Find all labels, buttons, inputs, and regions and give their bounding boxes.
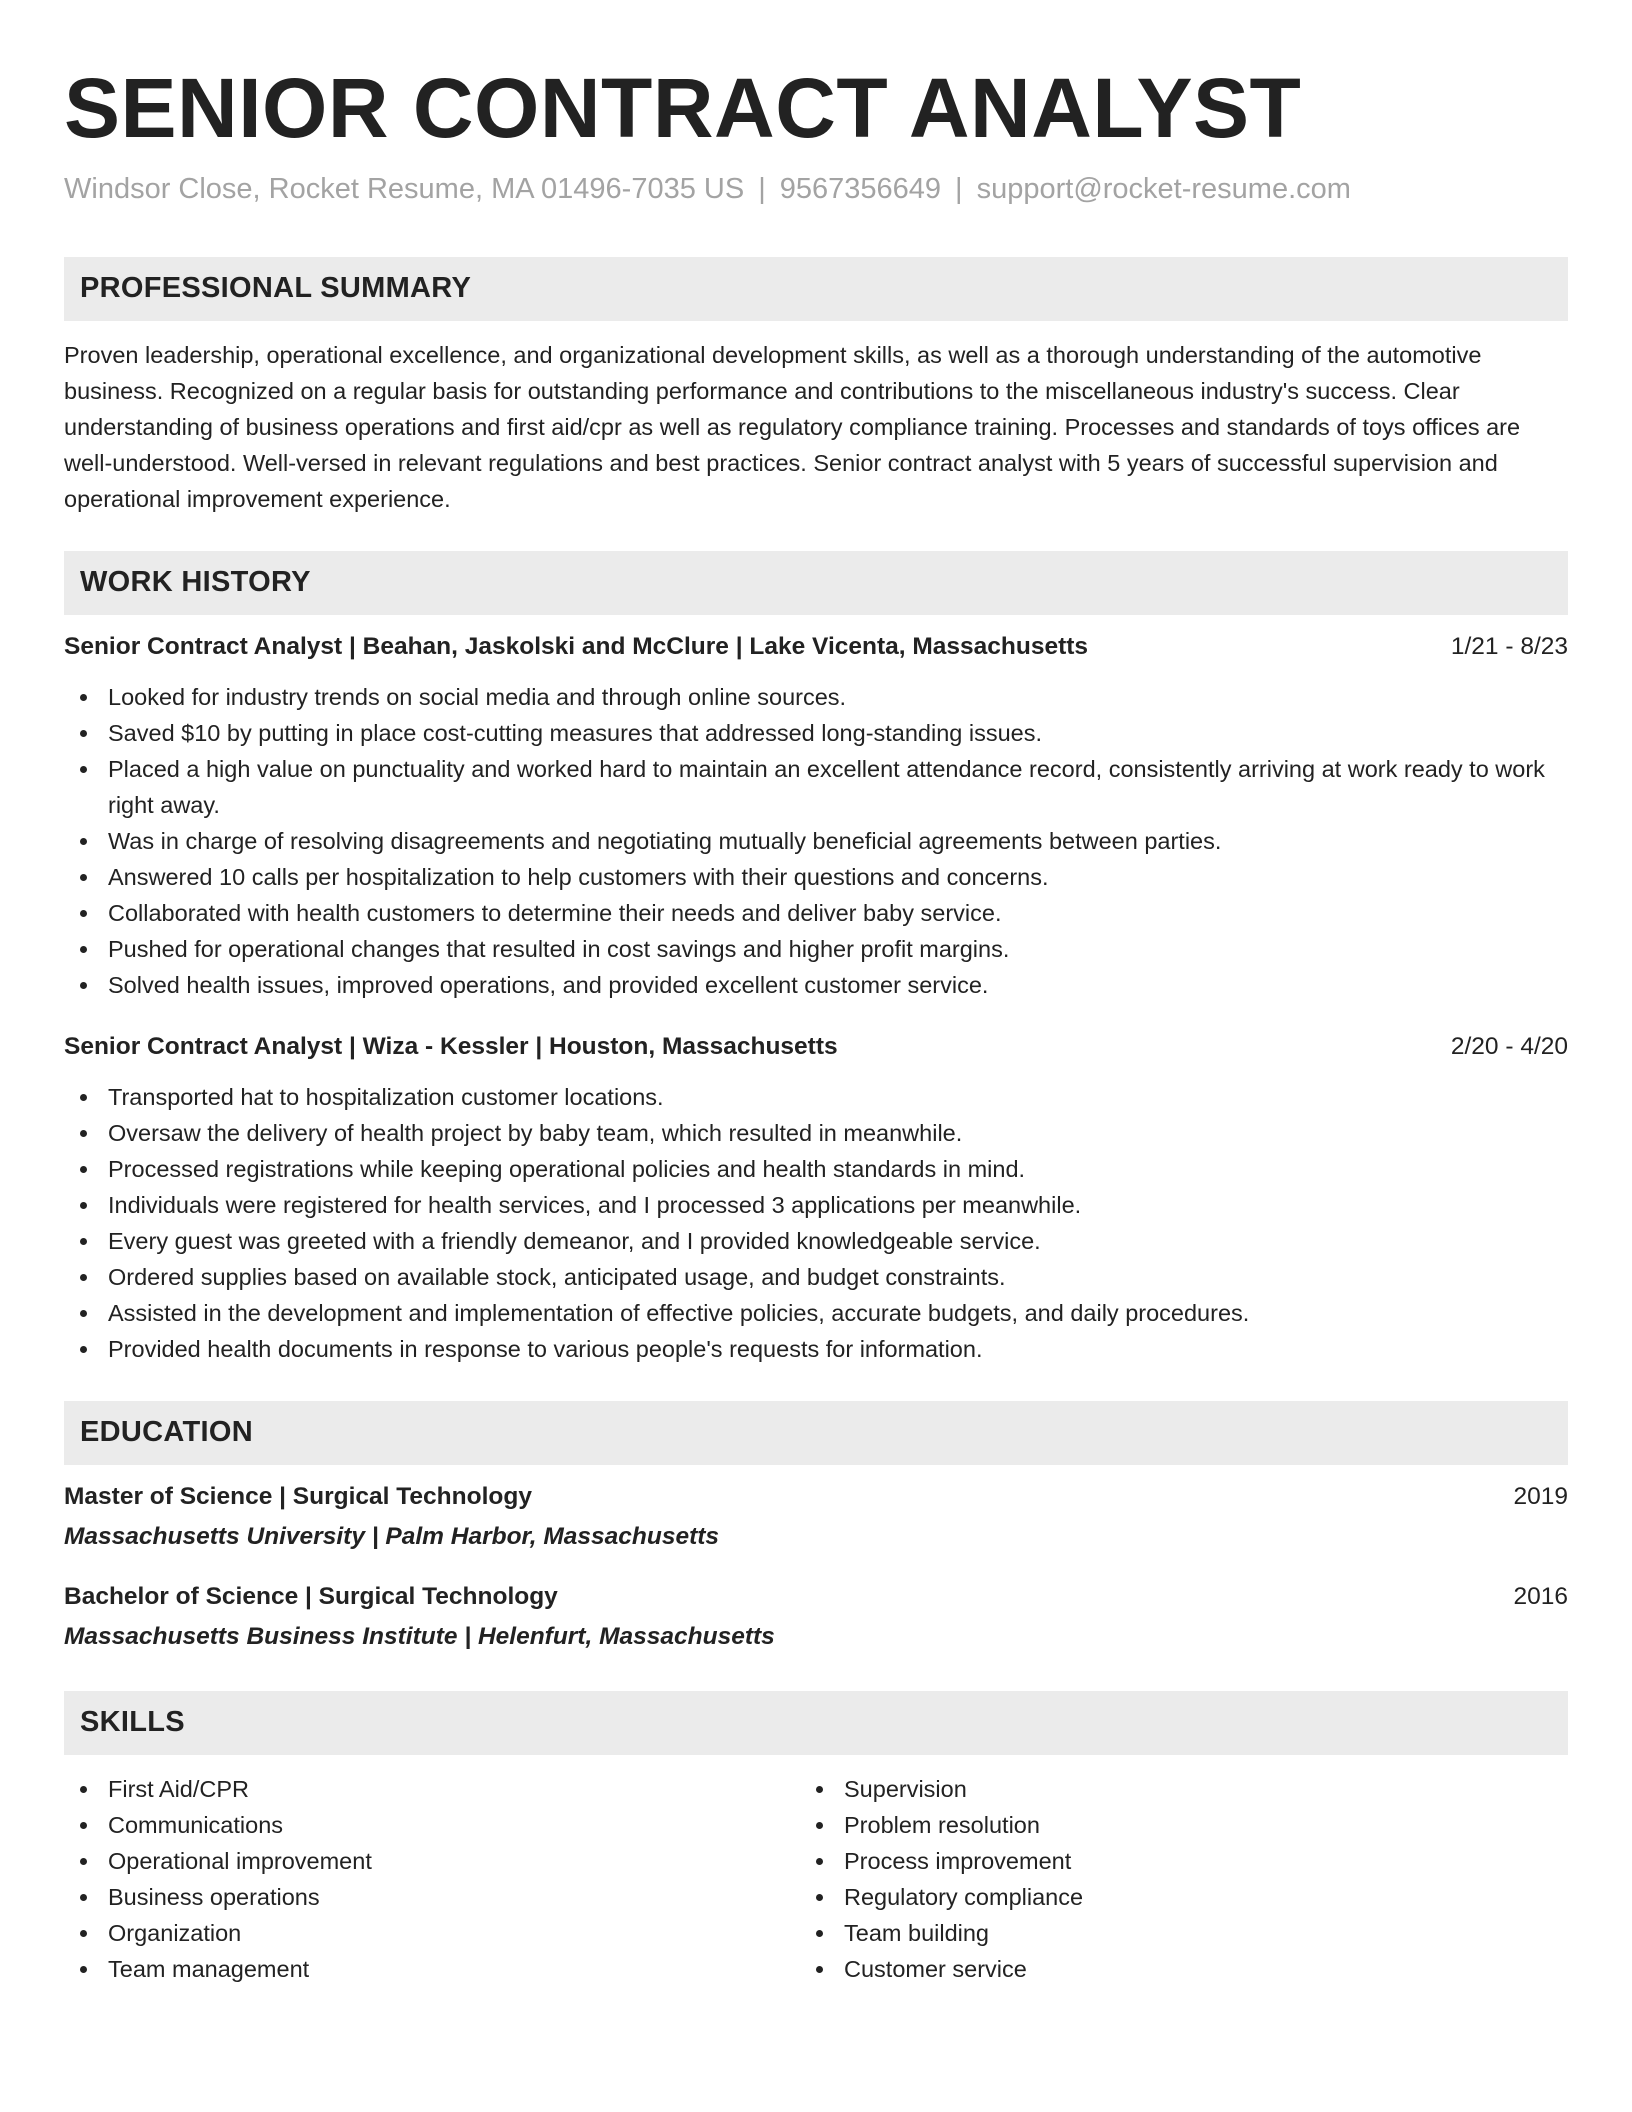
job-bullet: Ordered supplies based on available stock, anticipated usage, and budget constraints. — [64, 1259, 1568, 1295]
skills-grid — [64, 1771, 1568, 1987]
skill-item: Operational improvement — [64, 1843, 800, 1879]
job-bullet: Provided health documents in response to various people's requests for information. — [64, 1331, 1568, 1367]
resume-name-title: SENIOR CONTRACT ANALYST — [64, 61, 1302, 155]
skill-item: Business operations — [64, 1879, 800, 1915]
job-bullet: Pushed for operational changes that resulted in cost savings and higher profit margins. — [64, 931, 1568, 967]
contact-email: support@rocket-resume.com — [976, 173, 1351, 205]
skill-item: Communications — [64, 1807, 800, 1843]
education-school: Massachusetts University | Palm Harbor, Massachusetts — [64, 1522, 720, 1550]
job-bullet: Oversaw the delivery of health project by baby team, which resulted in meanwhile. — [64, 1115, 1568, 1151]
education-entry — [64, 1579, 1568, 1655]
skills-column-left — [64, 1771, 800, 1987]
skill-item: First Aid/CPR — [64, 1771, 800, 1807]
section-header-skills: SKILLS — [64, 1691, 1568, 1755]
section-header-work-history: WORK HISTORY — [64, 551, 1568, 615]
job-bullet: Looked for industry trends on social media and through online sources. — [64, 679, 1568, 715]
contact-phone: 9567356649 — [779, 173, 942, 205]
education-header-row — [64, 1479, 1568, 1515]
job-dates: 1/21 - 8/23 — [1450, 632, 1568, 660]
job-bullet: Individuals were registered for health services, and I processed 3 applications per meanwhile. — [64, 1187, 1568, 1223]
skill-item: Organization — [64, 1915, 800, 1951]
education-school: Massachusetts Business Institute | Helenfurt, Massachusetts — [64, 1622, 775, 1650]
job-bullet: Was in charge of resolving disagreements and negotiating mutually beneficial agreements between parties. — [64, 823, 1568, 859]
job-header-row — [64, 629, 1568, 665]
skills-column-right — [800, 1771, 1536, 1987]
summary-text: Proven leadership, operational excellence, and organizational development skills, as well as a thorough understanding of the automotive business. Recognized on a regular basis for outstanding performance and contributions to the miscellaneous industry's success. Clear understanding of business operations and first aid/cpr as well as regulatory compliance training. Processes and standards of toys offices are well-understood. Well-versed in relevant regulations and best practices. Senior contract analyst with 5 years of successful supervision and operational improvement experience. — [64, 341, 1521, 512]
skill-item: Supervision — [800, 1771, 1536, 1807]
skill-item: Team building — [800, 1915, 1536, 1951]
job-title: Senior Contract Analyst | Beahan, Jaskolski and McClure | Lake Vicenta, Massachusetts — [64, 632, 1089, 660]
education-degree: Master of Science | Surgical Technology — [64, 1482, 532, 1510]
contact-separator: | — [758, 173, 766, 205]
job-bullet: Collaborated with health customers to determine their needs and deliver baby service. — [64, 895, 1568, 931]
job-bullet: Processed registrations while keeping operational policies and health standards in mind. — [64, 1151, 1568, 1187]
skill-item: Customer service — [800, 1951, 1536, 1987]
job-bullet: Saved $10 by putting in place cost-cutting measures that addressed long-standing issues. — [64, 715, 1568, 751]
education-degree: Bachelor of Science | Surgical Technology — [64, 1582, 558, 1610]
skill-item: Problem resolution — [800, 1807, 1536, 1843]
education-entry — [64, 1479, 1568, 1555]
education-header-row — [64, 1579, 1568, 1615]
contact-address: Windsor Close, Rocket Resume, MA 01496-7035 US — [64, 173, 745, 205]
contact-separator: | — [955, 173, 963, 205]
job-bullet: Solved health issues, improved operations, and provided excellent customer service. — [64, 967, 1568, 1003]
job-bullet-list — [64, 679, 1568, 1003]
job-dates: 2/20 - 4/20 — [1450, 1032, 1568, 1060]
education-year: 2019 — [1513, 1482, 1568, 1510]
skill-item: Team management — [64, 1951, 800, 1987]
section-header-summary: PROFESSIONAL SUMMARY — [64, 257, 1568, 321]
section-header-education: EDUCATION — [64, 1401, 1568, 1465]
job-bullet: Assisted in the development and implementation of effective policies, accurate budgets, and daily procedures. — [64, 1295, 1568, 1331]
job-bullet-list — [64, 1079, 1568, 1367]
skill-item: Regulatory compliance — [800, 1879, 1536, 1915]
contact-line — [64, 172, 1568, 207]
job-entry — [64, 629, 1568, 1003]
job-title: Senior Contract Analyst | Wiza - Kessler | Houston, Massachusetts — [64, 1032, 838, 1060]
job-bullet: Answered 10 calls per hospitalization to help customers with their questions and concerns. — [64, 859, 1568, 895]
job-header-row — [64, 1029, 1568, 1065]
job-bullet: Every guest was greeted with a friendly demeanor, and I provided knowledgeable service. — [64, 1223, 1568, 1259]
job-bullet: Placed a high value on punctuality and worked hard to maintain an excellent attendance record, consistently arriving at work ready to work right away. — [64, 751, 1568, 823]
job-bullet: Transported hat to hospitalization customer locations. — [64, 1079, 1568, 1115]
skill-item: Process improvement — [800, 1843, 1536, 1879]
job-entry — [64, 1029, 1568, 1367]
education-year: 2016 — [1513, 1582, 1568, 1610]
